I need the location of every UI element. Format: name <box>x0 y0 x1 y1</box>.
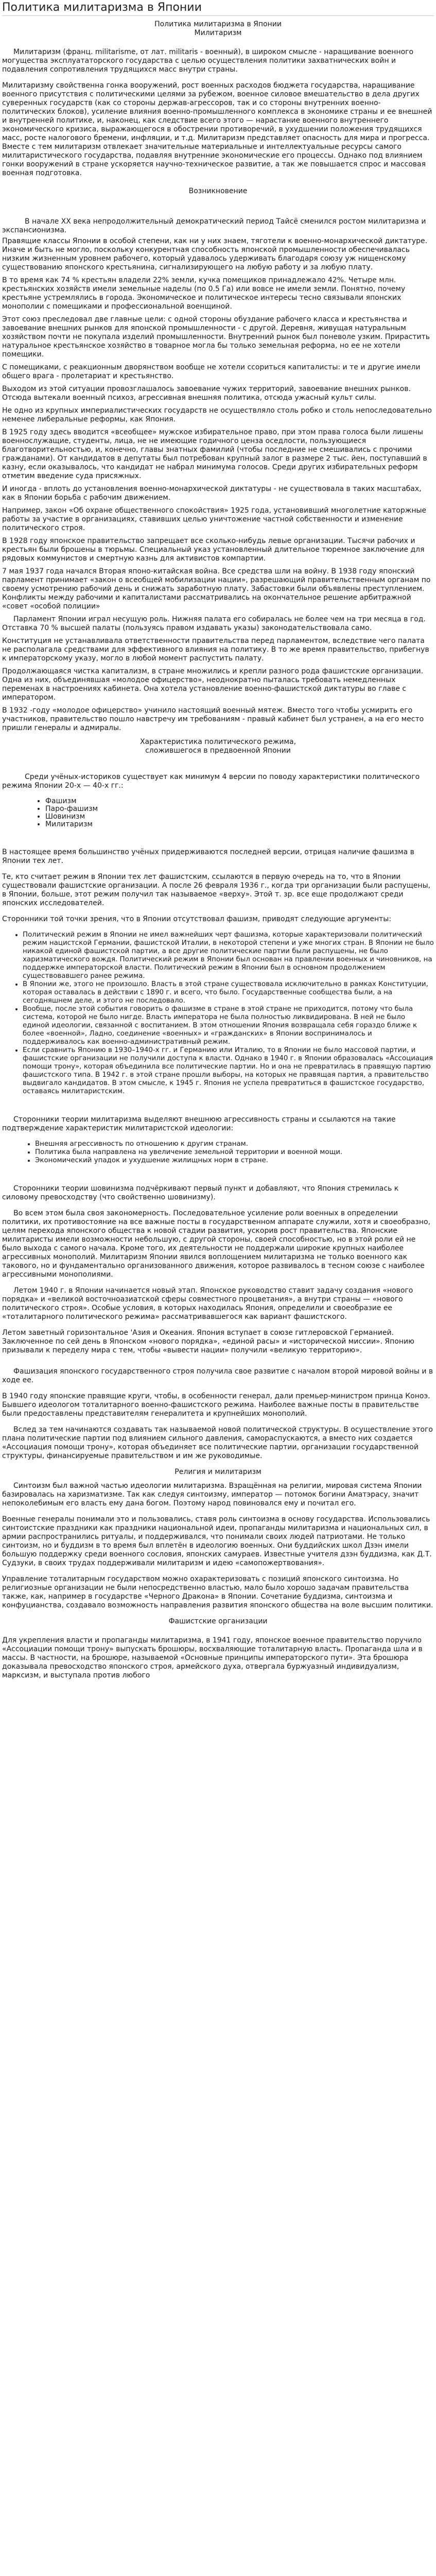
list-item: • Фашизм <box>45 798 434 805</box>
intro-paragraph-main: Милитаризму свойственна гонка вооружений, рост военных расходов бюджета государства, наращивание военного присутствия с политическими целями за рубежом, военное силовое вмешательство в дела других суверенных государств (как со стороны держав-агрессоров, так и со стороны внутренних военно-политических блоков), усиление влияния военно-промышленного комплекса в экономике страны и ее внешней и внутренней политике, и, наконец, как следствие всего этого — нарастание военного внутреннего экономического кризиса, выражающегося в обострении противоречий, в ухудшении положения трудящихся масс, росте налогового бремени, инфляции, и т.д. Милитаризм представляет опасность для мира и прогресса. Вместе с тем милитаризм отвлекает значительные материальные и интеллектуальные ресурсы самого милитаристического государства, подавляя внутренние экономические его процессы. Однако под влиянием гонки вооружений в стране ускоряется научно-техническое развитие, а так же повышается спрос и массовая военная подготовка. <box>2 81 432 177</box>
section-heading-origin: Возникновение <box>188 187 248 195</box>
origin-paragraph-7: Не одно из крупных империалистических государств не осуществляло столь робко и столь непоследовательно неменее либеральные реформы, как Япония. <box>2 406 432 423</box>
origin-paragraph-15: Продолжающаяся чистка капитализм, в стране множились и крепли разного рода фашистские организации. Одна из них, объединявшая «молодое офицерство», неоднократно пыталась требовать немедленных переменах в настроениях кабинета. Она хотела установление военно-фашистской диктатуры во главе с императором. <box>2 667 424 702</box>
header-line-2: Милитаризм <box>194 29 242 37</box>
fascism-paragraph-1: Фашизация японского государственного строя получила свое развитие с началом второй мировой войны и в ходе ее. <box>2 1367 433 1384</box>
regime-versions-list <box>2 798 434 828</box>
non-fascism-arguments-list <box>2 931 434 1096</box>
section-heading-characteristics: Характеристика политического режима, сложившегося в предвоенной Японии <box>139 738 297 755</box>
chauvinism-paragraph-3: Летом 1940 г. в Японии начинается новый этап. Японское руководство ставит задачу создания «нового порядка» и «великой восточноазиатской сферы совместного процветания», а внутри страны — «нового политического строя». Особые условия, в которых находилась Япония, определили и своеобразие ее «тоталитарного политического режима» рассматривавшегося как вариант фашистского. <box>2 1286 413 1321</box>
origin-paragraph-12: 7 мая 1937 года начался Вторая японо-китайская война. Все средства шли на войну. В 1938 году японский парламент принимает «закон о всеобщей мобилизации нации», разрешающий правительственным органам по своему усмотрению рабочий день и снижать заработную плату. Забастовки были объявлены преступлением. Конфликты между рабочими и капиталистами рассматривались на окончательное решение арбитражной «совет «особой полиции» <box>2 567 431 611</box>
list-item: • Экономический упадок и ухудшение жилищных норм в стране. <box>35 1157 434 1165</box>
chauvinism-paragraph-4: Летом заветный горизонтальное 'Азия и Океания. Япония вступает в союзе гитлеровской Германией. Заключенное по сей день в Японском «нового порядка», «единой расы» и «исторической миссии». Японию призывали к переделу мира с тем, чтобы «вывести нации» получили «великую территорию». <box>2 1329 414 1354</box>
list-item: • В Японии же, этого не произошло. Власть в этой стране существовала исключительно в рамках Конституции, которая оставалась в действии с 1890 г. и всего, что было. Государственные сообщества были, а на сегодняшнем деле, и этого не последовало. <box>23 980 434 1005</box>
list-item: • Если сравнить Японию в 1930–1940-х гг. и Германию или Италию, то в Японии не было массовой партии, и фашистские организации не получили доступа к власти. Однако в 1940 г. в Японии образовалась «Ассоциация помощи трону», которая объединила все политические партии. Но и она не превратилась в правящую партию фашистского типа. В 1942 г. в этой стране прошли выборы, на которых не правящая партия, а правительство выдвигало кандидатов. В этом смысле, к 1945 г. Япония не успела превратиться в фашистское государство, оставаясь милитаристским. <box>23 1046 434 1096</box>
chauvinism-paragraph-1: Сторонники теории шовинизма подчёркивают первый пункт и добавляют, что Япония стремилась к силовому превосходству (что свойственно шовинизму). <box>2 1184 399 1201</box>
origin-paragraph-5: С помещиками, с реакционным дворянством вообще не хотели ссориться капиталисты: и те и другие имели общего врага - пролетариат и крестьянство. <box>2 363 421 380</box>
origin-paragraph-3: В то время как 74 % крестьян владели 22% земли, кучка помещиков принадлежало 42%. Четыре млн. крестьянских хозяйств имели земельные наделы (по 0.5 Га) или вовсе не имели земли. Понятно, почему крестьяне устремлялись в города. Экономическое и политическое интересы тесно связывали японских монополии с помещиками и профессиональной военщиной. <box>2 276 406 311</box>
militarism-features-list <box>2 1140 434 1165</box>
religion-paragraph-1: Синтоизм был важной частью идеологии милитаризма. Взращённая на религии, мировая система Японии базировалась на харизматизме. Так как следуя синтоизму, император — потомок богини Аматэрасу, значит непоколебимым его власть ему дана богом. Поэтому народ повиновался ему и почитал его. <box>2 1482 422 1507</box>
origin-paragraph-10: Например, закон «Об охране общественного спокойствия» 1925 года, установивший многолетние каторжные работы за участие в организациях, ставивших целью уничтожение частной собственности и изменение политического строя. <box>2 506 427 532</box>
origin-paragraph-13: Парламент Японии играл несущую роль. Нижняя палата его собиралась не более чем на три месяца в год. Отставка 70 % высшей палаты (пользуясь правом издавать указы) законодательствовала само. <box>2 615 426 632</box>
list-item: • Милитаризм <box>45 821 434 828</box>
origin-paragraph-9: И иногда - вплоть до установления военно-монархической диктатуры - не существовала в таких масштабах, как в Японии борьба с рабочим движением. <box>2 485 422 502</box>
religion-paragraph-3: Управление тоталитарным государством можно охарактеризовать с позиций японского синтоизма. Но религиозные организации не были непосредственно властью, мало было хорошо задачам правительства также, как, например в государстве «Черного Дракона» в Японии. Сочетание буддизма, синтоизма и конфуцианства, создавало возможность направления развития японского общества на воле высшим политики. <box>2 1575 433 1609</box>
char-paragraph-3: Те, кто считает режим в Японии тех лет фашистским, ссылаются в первую очередь на то, что в Японии существовали фашистские организации. А после 26 февраля 1936 г., когда три организации были распущены, в Японии, больше, этот режим получил так называемое «верху». Этой т. зр. все еще продолжают среди японских исследователей. <box>2 873 431 907</box>
origin-paragraph-1: В начале XX века непродолжительный демократический период Тайсё сменился ростом милитаризма и экспансионизма. <box>2 217 426 234</box>
chauvinism-paragraph-2: Во всем этом была своя закономерность. Последовательное усиление роли военных в определении политики, их противостояние на все важные посты в государственном аппарате служили, хотя и своеобразно, целям перехода японского общества к новой стадии развития, ускорив рост правительства. Японские милитаристы имели возможности небольшую, с другой стороны, своей способностью, но в этой роли ей не было выхода с самого начала. Кроме того, их деятельности не поддержали широкие крупных наиболее агрессивных монополий. Милитаризм Японии явился воплощением милитаризма не только военного как такового, но и фундаментально организованного движения, которое развивалось в тесном союзе с наиболее агрессивными монополиями. <box>2 1209 431 1279</box>
list-item: • Политика была направлена на увеличение земельной территории и военной мощи. <box>35 1148 434 1157</box>
list-item: • Вообще, после этой события говорить о фашизме в стране в этой стране не приходится, потому что была система, которой не было нигде. Власть императора не была полностью ликвидирована. В ней не было единой идеологии, связанной с воспитанием. В этом отношении Япония возвращала себя гораздо ближе к более «военной», Ладно, соединение «военных» и «гражданских» в Японии воспринималось и поддерживалось как военно-административный режим. <box>23 1005 434 1046</box>
list-item: • Внешняя агрессивность по отношению к другим странам. <box>35 1140 434 1148</box>
origin-paragraph-4: Этот союз преследовал две главные цели: с одной стороны обуздание рабочего класса и крестьянства и завоевание внешних рынков для японской промышленности - с другой. Деревня, живущая натуральным хозяйством почти не покупала изделий промышленности. Внутренний рынок был поневоле узким. Прирастить натуральное крестьянское хозяйство в товарное могла бы только земельная реформа, но ее не хотели помещики. <box>2 315 430 359</box>
page-title: Политика милитаризма в Японии <box>2 1 434 16</box>
list-item: • Шовинизм <box>45 813 434 821</box>
header-line-1: Политика милитаризма в Японии <box>154 20 282 28</box>
origin-paragraph-14: Конституция не устанавливала ответственности правительства перед парламентом, вследствие чего палата не располагала средствами для эффективного влияния на политику. В то же время правительство, прибегнув к императорскому указу, могло в любой момент распустить палату. <box>2 637 429 663</box>
origin-paragraph-16: В 1932 -году «молодое офицерство» учинило настоящий военный мятеж. Вместо того чтобы усмирить его участников, правительство пошло навстречу им требованиям - правый кабинет был устранен, а на его место пришли генералы и адмиралы. <box>2 706 424 732</box>
section-heading-fascist-organizations: Фашистские организации <box>168 1617 268 1625</box>
section-heading-religion: Религия и милитаризм <box>175 1468 261 1476</box>
char-paragraph-1: Среди учёных-историков существует как минимум 4 версии по поводу характеристики политического режима Японии 20-х — 40-х гг.: <box>2 773 420 790</box>
fascism-paragraph-2: В 1940 году японские правящие круги, чтобы, в особенности генерал, дали премьер-министром принца Коноэ. Бывшего идеологом тоталитарного военно-фашистского режима. Наиболее важные посты в правительстве были предоставлены представителям генералитета и крупнейших монополий. <box>2 1392 430 1418</box>
char-paragraph-4: Сторонники той точки зрения, что в Японии отсутствовал фашизм, приводят следующие аргументы: <box>2 915 392 923</box>
char-paragraph-2: В настоящее время большинство учёных придерживаются последней версии, отрицая наличие фашизма в Японии тех лет. <box>2 848 414 865</box>
list-item: • Паро-фашизм <box>45 805 434 813</box>
origin-paragraph-2: Правящие классы Японии в особой степени, как ни у них знаем, тяготели к военно-монархической диктатуре. Иначе и быть не могло, поскольку конкурентная способность японской промышленности обеспечивалась низким жизненным уровнем рабочего, который удавалось удерживать благодаря союзу уж нищенскому существованию японского крестьянина, сигнализирующего на любую работу и за любую плату. <box>2 237 428 272</box>
militarism-paragraph-1: Сторонники теории милитаризма выделяют внешнюю агрессивность страны и ссылаются на такие подтверждение характеристик милитаристской идеологии: <box>2 1115 396 1132</box>
origin-paragraph-11: В 1928 году японское правительство запрещает все сколько-нибудь левые организации. Тысячи рабочих и крестьян были брошены в тюрьмы. Специальный указ установленный длительное тюремное заключение для рядовых коммунистов и смертную казнь для активистов компартии. <box>2 537 425 563</box>
origin-paragraph-8: В 1925 году здесь вводится «всеобщее» мужское избирательное право, при этом права голоса были лишены военнослужащие, студенты, лица, не не имеющие годичного ценза оседлости, пользующиеся благотворительностью, и, конечно, главы знатных фамилий (чтобы последние не смешивались с прочими гражданами). От кандидатов в депутаты был потребован крупный залог в размере 2 тыс. йен, поступавший в казну, если оказывалось, что кандидат не набрал минимума голосов. Среди других избирательных реформ отметим введение суда присяжных. <box>2 428 427 480</box>
origin-paragraph-6: Выходом из этой ситуации провозглашалось завоевание чужих территорий, завоевание внешних рынков. Отсюда вытекали военный психоз, агрессивная внешняя политика, отсюда ужасный культ силы. <box>2 385 411 402</box>
fascism-paragraph-3: Вслед за тем начинаются создавать так называемой новой политической структуры. В осуществление этого плана политические партии под влиянием сильного давления, самораспускаются, а вместо них создается «Ассоциация помощи трону», которая объединяет все политические партии, организации государственной структуры, финансируемые правительством и им же руководимые. <box>2 1426 433 1460</box>
religion-paragraph-2: Военные генералы понимали это и пользовались, ставя роль синтоизма в основу государства. Использовались синтоистские праздники как праздники национальной идеи, пропаганды милитаризма и национальных сил, в армии распространились ритуалы, и поддерживался, что понимали своих людей патриотами. Не только синтоизм, но и буддизм в то время был вплетён в идеологию военных. Они буддийских школ Дзэн имели большую поддержку среди военного сословия, японских самураев. Известные учителя дзэн буддизма, как Д.Т. Судзуки, в своих трудах поддерживали милитаризм и идею «самопожертвования». <box>2 1515 432 1567</box>
list-item: • Политический режим в Японии не имел важнейших черт фашизма, которые характеризовали политический режим нацистской Германии, фашистской Италии, в некоторой степени и уже многих стран. В Японии не было никакой единой фашистской партии, а все другие политические партии были распущены, не было харизматического вождя. Политический режим в Японии был основан на правлении военных и чиновников, на поддержке императорской власти. Политический режим в Японии был в основном продолжением существовавшего ранее режима. <box>23 931 434 980</box>
intro-paragraph-1: Милитаризм (франц. militarisme, от лат. militaris - военный), в широком смысле - наращивание военного могущества эксплуататорского государства с целью осуществления политики захватнических войн и подавления сопротивления трудящихся масс внутри страны. <box>2 48 414 74</box>
organizations-paragraph-1: Для укрепления власти и пропаганды милитаризма, в 1941 году, японское военное правительство поручило «Ассоциации помощи трону» выпускать брошюры, восхваляющие тоталитарную власть. Пропаганда шла и в массы. В частности, на брошюре, называемой «Основные принципы императорского пути». Эта брошюра доказывала превосходство японского строя, армейского духа, отвергала буржуазный индивидуализм, марксизм, и выступала против любого <box>2 1636 423 1680</box>
